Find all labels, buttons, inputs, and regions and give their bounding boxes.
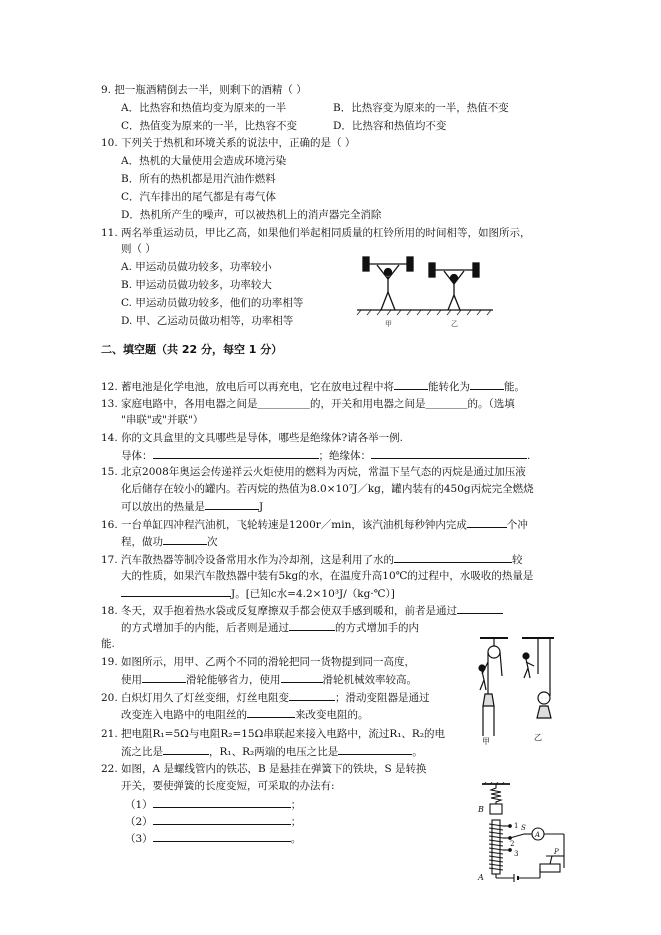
q22-item-1-label: （1）	[125, 799, 153, 811]
q12-text-2: 能转化为	[428, 381, 471, 393]
q12-blank-1[interactable]	[394, 379, 428, 390]
q21-line-2	[121, 744, 423, 759]
q19-blank-2[interactable]	[281, 672, 323, 683]
q18-text-3: 的方式增加手的内	[335, 622, 419, 634]
q15-line-3	[121, 499, 263, 514]
q20-line-2	[121, 707, 369, 722]
q18-text-2: 的方式增加手的内能，后者则是通过	[121, 622, 289, 634]
fig-label-B: B	[478, 805, 484, 814]
q17-line-2: 大的性质，如果汽车散热器中装有5kg的水，在温度升高10℃的过程中，水吸收的热量是	[121, 570, 534, 582]
q20-text-4: 来改变电阻的。	[295, 709, 369, 721]
q17-text-2: 较	[512, 554, 523, 566]
q10-option-d: D．热机所产生的噪声，可以被热机上的消声器完全消除	[121, 209, 382, 221]
fig-label-2: 2	[510, 840, 515, 848]
q18-blank-2[interactable]	[289, 620, 335, 631]
pulley-figure	[472, 636, 562, 746]
q22-item-2-end: ；	[290, 816, 302, 828]
section-title: 二、填空题（共 22 分，每空 1 分）	[101, 343, 283, 356]
q21-line-1: 21. 把电阻R₁=5Ω与电阻R₂=15Ω串联起来接入电路中，流过R₁、R₂的电	[101, 728, 446, 740]
q22-blank-1[interactable]	[153, 797, 291, 808]
q17-text-4: J。[已知c水=4.2×10³J/（kg·℃）]	[231, 588, 395, 600]
q17-blank-1[interactable]	[394, 552, 512, 563]
q14-text-4: .	[527, 450, 531, 462]
q22-item-3-end: 。	[290, 833, 302, 845]
q9-option-b: B．比热容变为原来的一半，热值不变	[333, 102, 509, 114]
fig-label-P: P	[554, 848, 559, 856]
q15-line-2: 化后储存在较小的罐内。若丙烷的热值为8.0×10⁷J／kg，罐内装有的450g丙烷完全燃烧	[121, 483, 534, 495]
q12-line	[101, 379, 525, 394]
fig-label-ammeter: A	[535, 831, 541, 839]
q19-line-1: 19. 如图所示，用甲、乙两个不同的滑轮把同一货物提到同一高度，	[101, 656, 416, 668]
q11-option-d: D. 甲、乙运动员做功相等，功率相等	[121, 315, 294, 327]
q11-option-b: B. 甲运动员做功较多，功率较大	[121, 279, 272, 291]
q10-option-a: A．热机的大量使用会造成环境污染	[121, 155, 287, 167]
q18-line-3: 能.	[101, 638, 115, 650]
q11-option-a: A. 甲运动员做功较多，功率较小	[121, 261, 272, 273]
q14-line-2	[121, 448, 530, 463]
q9-stem: 9. 把一瓶酒精倒去一半，则剩下的酒精（ ）	[101, 84, 307, 96]
q15-text-3: 可以放出的热量是	[121, 501, 205, 513]
q21-blank-2[interactable]	[338, 744, 412, 755]
q15-blank[interactable]	[205, 499, 259, 510]
q19-text-2: 使用	[121, 674, 142, 686]
fig-label-S: S	[521, 824, 526, 832]
weightlifter-figure	[355, 252, 495, 332]
q9-option-a: A．比热容和热值均变为原来的一半	[121, 102, 287, 114]
q22-blank-3[interactable]	[153, 831, 291, 842]
q20-line-1	[101, 690, 430, 705]
q9-option-c: C．热值变为原来的一半，比热容不变	[121, 120, 298, 132]
q22-line-1: 22. 如图，A 是螺线管内的铁芯，B 是悬挂在弹簧下的铁块，S 是转换	[101, 763, 427, 775]
q13-line-1: 13. 家庭电路中，各用电器之间是＿＿＿＿＿的，开关和用电器之间是＿＿＿＿的。（选填	[101, 398, 515, 410]
q22-item-2	[125, 814, 301, 829]
pulley-label-yi: 乙	[534, 733, 542, 742]
q16-text-4: 次	[207, 536, 218, 548]
q22-item-3-label: （3）	[125, 833, 153, 845]
q22-item-2-label: （2）	[125, 816, 153, 828]
q18-line-2	[121, 620, 419, 635]
q14-blank-conductor[interactable]	[153, 448, 319, 459]
q10-stem: 10. 下列关于热机和环境关系的说法中，正确的是（ ）	[101, 137, 356, 149]
electromagnet-circuit-figure	[466, 782, 578, 882]
q13-line-2: "串联"或"并联"）	[121, 414, 204, 426]
q17-line-1	[101, 552, 523, 567]
q11-stem: 11. 两名举重运动员，甲比乙高，如果他们举起相同质量的杠铃所用的时间相等，如图所示，	[101, 227, 531, 239]
q15-text-4: J	[259, 501, 264, 513]
pulley-label-jia: 甲	[482, 737, 490, 746]
q20-blank-1[interactable]	[289, 690, 335, 701]
q17-text-1: 17. 汽车散热器等制冷设备常用水作为冷却剂，这是利用了水的	[101, 554, 395, 566]
fig-label-1: 1	[514, 822, 519, 830]
fig-label-jia: 甲	[385, 320, 392, 328]
q19-text-4: 滑轮机械效率较高。	[322, 674, 417, 686]
q16-text-2: 个冲	[506, 519, 528, 531]
q12-text-3: 能。	[504, 381, 526, 393]
q18-line-1	[101, 603, 503, 618]
q21-text-3: ，R₁、R₂两端的电压之比是	[209, 746, 339, 758]
q16-line-2	[121, 534, 218, 549]
q20-text-1: 20. 白炽灯用久了灯丝变细，灯丝电阻变	[101, 692, 290, 704]
fig-label-3: 3	[514, 850, 519, 858]
q19-text-3: 滑轮能够省力，使用	[186, 674, 281, 686]
q22-item-1	[125, 797, 301, 812]
q19-blank-1[interactable]	[142, 672, 186, 683]
q12-text-1: 12. 蓄电池是化学电池，放电后可以再充电，它在放电过程中将	[101, 381, 395, 393]
q9-option-d: D．比热容和热值均不变	[333, 120, 447, 132]
q22-item-3	[125, 831, 301, 846]
q14-text-2: 导体：	[121, 450, 153, 462]
q10-option-b: B．所有的热机都是用汽油作燃料	[121, 173, 276, 185]
q22-line-2: 开关，要使弹簧的长度变短，可采取的办法有:	[121, 780, 335, 792]
q16-text-3: 程，做功	[121, 536, 163, 548]
q17-line-3	[121, 586, 395, 601]
q16-blank-1[interactable]	[467, 517, 507, 528]
q17-blank-2[interactable]	[121, 586, 231, 597]
q18-blank-1[interactable]	[457, 603, 503, 614]
q10-option-c: C．汽车排出的尾气都是有毒气体	[121, 191, 277, 203]
q15-line-1: 15. 北京2008年奥运会传递祥云火炬使用的燃料为丙烷，常温下呈气态的丙烷是通过加压液	[101, 466, 526, 478]
fig-label-A: A	[478, 873, 484, 882]
q12-blank-2[interactable]	[470, 379, 504, 390]
q21-text-4: 。	[412, 746, 423, 758]
q11-option-c: C. 甲运动员做功较多，他们的功率相等	[121, 297, 304, 309]
q14-text-3: ；绝缘体：	[318, 450, 371, 462]
q21-blank-1[interactable]	[163, 744, 209, 755]
q11-stem-2: 则（ ）	[121, 243, 156, 255]
q21-text-2: 流之比是	[121, 746, 163, 758]
q22-item-1-end: ；	[290, 799, 302, 811]
fig-label-yi: 乙	[451, 320, 458, 328]
q20-text-2: ；滑动变阻器是通过	[335, 692, 430, 704]
q16-line-1	[101, 517, 528, 532]
q14-blank-insulator[interactable]	[371, 448, 527, 459]
q20-text-3: 改变连入电路中的电阻丝的	[121, 709, 247, 721]
q22-blank-2[interactable]	[153, 814, 291, 825]
q16-text-1: 16. 一台单缸四冲程汽油机，飞轮转速是1200r／min，该汽油机每秒钟内完成	[101, 519, 467, 531]
q16-blank-2[interactable]	[163, 534, 207, 545]
q19-line-2	[121, 672, 417, 687]
q14-line-1: 14. 你的文具盒里的文具哪些是导体，哪些是绝缘体?请各举一例.	[101, 432, 404, 444]
q18-text-1: 18. 冬天，双手抱着热水袋或反复摩擦双手都会使双手感到暖和，前者是通过	[101, 605, 458, 617]
q20-blank-2[interactable]	[247, 707, 295, 718]
